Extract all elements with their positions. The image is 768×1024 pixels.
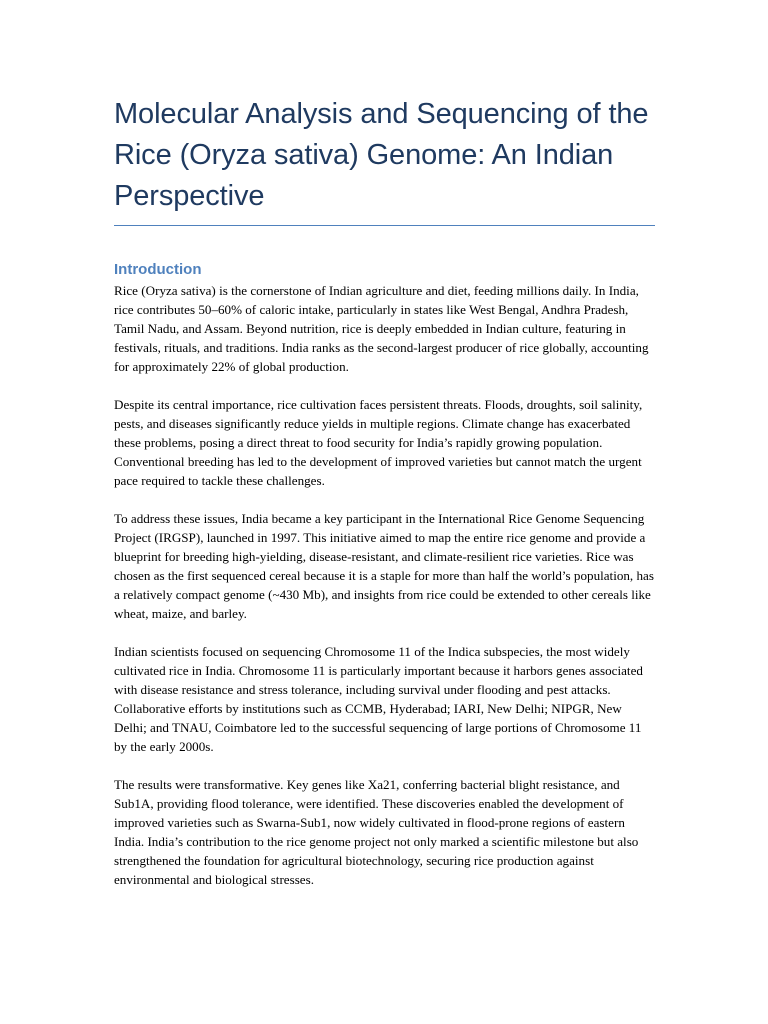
paragraph-1: Rice (Oryza sativa) is the cornerstone of Indian agriculture and diet, feeding millions daily. In India, rice contributes 50–60% of caloric intake, particularly in states like West Bengal, Andhra Pradesh, Tamil Nadu, and Assam. Beyond nutrition, rice is deeply embedded in Indian culture, featuring in festivals, rituals, and traditions. India ranks as the second-largest producer of rice globally, accounting for approximately 22% of global production. — [114, 283, 649, 374]
document-title: Molecular Analysis and Sequencing of the Rice (Oryza sativa) Genome: An Indian Perspective — [114, 98, 649, 212]
paragraph-5: The results were transformative. Key genes like Xa21, conferring bacterial blight resistance, and Sub1A, providing flood tolerance, were identified. These discoveries enabled the development of improved varieties such as Swarna-Sub1, now widely cultivated in flood-prone regions of eastern India. India’s contribution to the rice genome project not only marked a scientific milestone but also strengthened the foundation for agricultural biotechnology, securing rice production against environmental and biological stresses. — [114, 777, 639, 887]
document-page — [114, 94, 655, 889]
title-divider — [114, 225, 655, 226]
section-heading-introduction: Introduction — [114, 261, 202, 278]
paragraph-3: To address these issues, India became a key participant in the International Rice Genome Sequencing Project (IRGSP), launched in 1997. This initiative aimed to map the entire rice genome and provide a blueprint for breeding high-yielding, disease-resistant, and climate-resilient rice varieties. Rice was chosen as the first sequenced cereal because it is a staple for more than half the world’s population, has a relatively compact genome (~430 Mb), and insights from rice could be extended to other cereals like wheat, maize, and barley. — [114, 511, 654, 621]
paragraph-2: Despite its central importance, rice cultivation faces persistent threats. Floods, droughts, soil salinity, pests, and diseases significantly reduce yields in multiple regions. Climate change has exacerbated these problems, posing a direct threat to food security for India’s rapidly growing population. Conventional breeding has led to the development of improved varieties but cannot match the urgent pace required to tackle these challenges. — [114, 397, 643, 488]
paragraph-4: Indian scientists focused on sequencing Chromosome 11 of the Indica subspecies, the most widely cultivated rice in India. Chromosome 11 is particularly important because it harbors genes associated with disease resistance and stress tolerance, including survival under flooding and pest attacks. Collaborative efforts by institutions such as CCMB, Hyderabad; IARI, New Delhi; NIPGR, New Delhi; and TNAU, Coimbatore led to the successful sequencing of large portions of Chromosome 11 by the early 2000s. — [114, 644, 643, 754]
